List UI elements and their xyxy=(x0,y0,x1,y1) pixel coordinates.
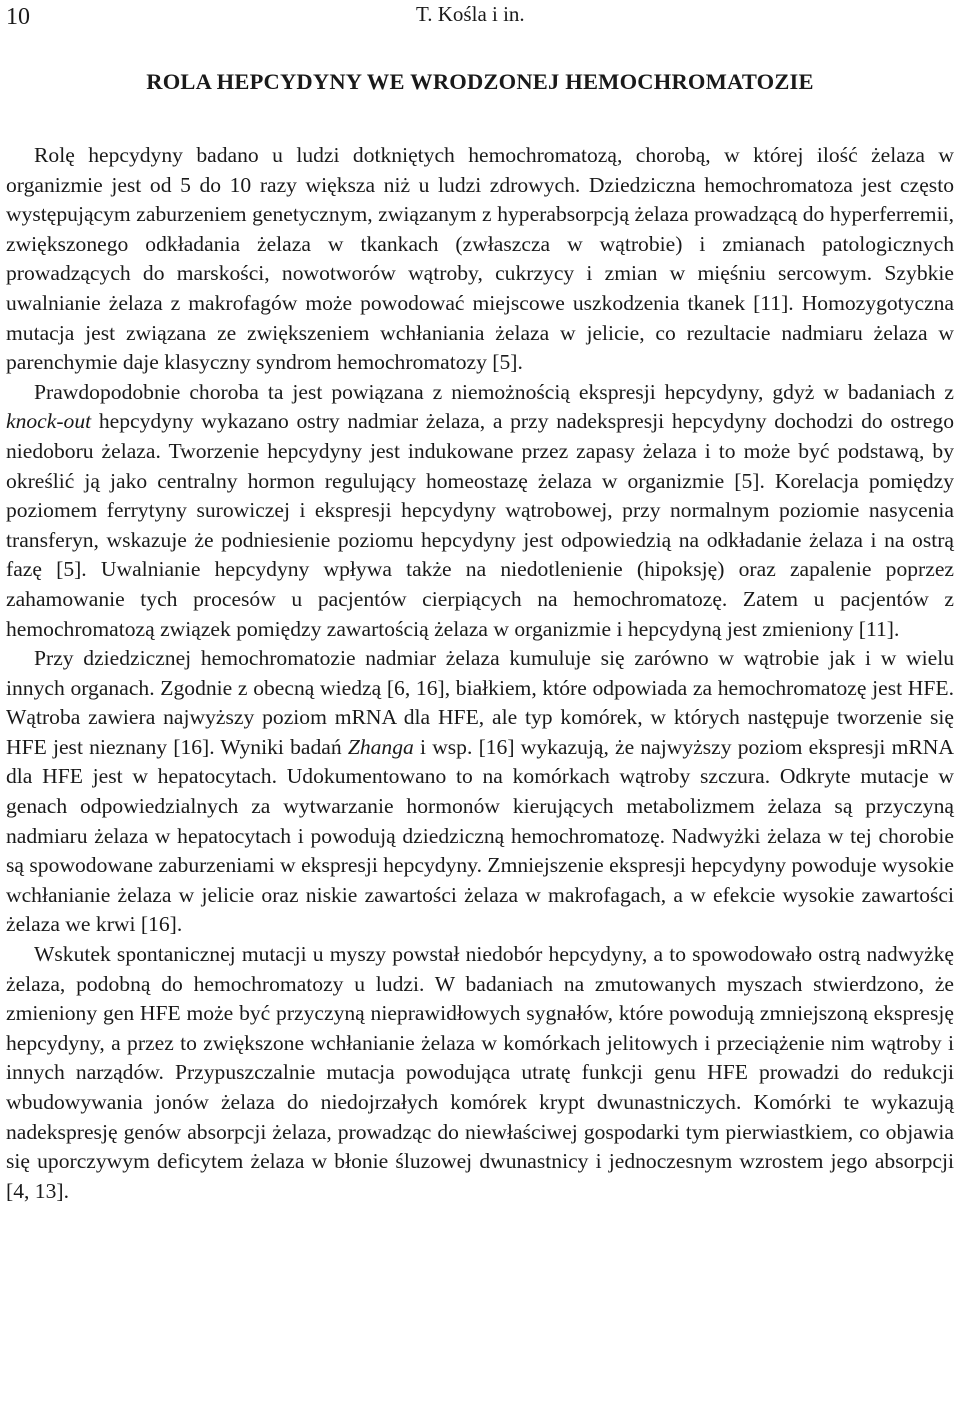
paragraph-1-text: Rolę hepcydyny badano u ludzi dotkniętych hemochromatozą, chorobą, w której ilość żelaza w organizmie jest od 5 do 10 razy większa niż u ludzi zdrowych. Dziedziczna hemochromatoza jest często występującym zaburzeniem genetycznym, związanym z hyperabsorpcją żelaza prowadzącą do hyperferremii, zwiększonego odkładania żelaza w tkankach (zwłaszcza w wątrobie) i zmianach patologicznych prowadzących do marskości, nowotworów wątroby, cukrzycy i zmian w mięśniu sercowym. Szybkie uwalnianie żelaza z makrofagów może powodować miejscowe uszkodzenia tkanek [11]. Homozygotyczna mutacja jest związana ze zwiększeniem wchłaniania żelaza w jelicie, co rezultacie nadmiaru żelaza w parenchymie daje klasyczny syndrom hemochromatozy [5]. xyxy=(6,143,954,375)
paragraph-2-text-b: hepcydyny wykazano ostry nadmiar żelaza, a przy nadekspresji hepcydyny dochodzi do ostrego niedoboru żelaza. Tworzenie hepcydyny jest indukowane przez zapasy żelaza i to może być podstawą, by określić ją jako centralny hormon regulujący homeostazę żelaza w organizmie [5]. Korelacja pomiędzy poziomem ferrytyny surowiczej i ekspresji hepcydyny wątrobowej, przy normalnym poziomie nasycenia transferyn, wskazuje że podniesienie poziomu hepcydyny jest odpowiedzią na odkładanie żelaza i na ostrą fazę [5]. Uwalnianie hepcydyny wpływa także na niedotlenienie (hipoksję) oraz zapalenie poprzez zahamowanie tych procesów u pacjentów cierpiących na hemochromatozę. Zatem u pacjentów z hemochromatozą związek pomiędzy zawartością żelaza w organizmie i hepcydyną jest zmieniony [11]. xyxy=(6,409,954,641)
paragraph-3 xyxy=(6,644,954,940)
paragraph-3-text-a: Przy dziedzicznej hemochromatozie nadmiar żelaza kumuluje się zarówno w wątrobie jak i w wielu innych organach. Zgodnie z obecną wiedzą [6, 16], białkiem, które odpowiada za hemochromatozę jest HFE. Wątroba zawiera najwyższy poziom mRNA dla HFE, ale typ komórek, w których następuje tworzenie się HFE jest nieznany [16]. Wyniki badań xyxy=(6,646,954,759)
page xyxy=(6,0,954,1206)
page-number: 10 xyxy=(6,4,30,30)
paragraph-4-text: Wskutek spontanicznej mutacji u myszy powstał niedobór hepcydyny, a to spowodowało ostrą nadwyżkę żelaza, podobną do hemochromatozy u ludzi. W badaniach na zmutowanych myszach stwierdzono, że zmieniony gen HFE może być przyczyną nieprawidłowych sygnałów, które powodują zmniejszoną ekspresję hepcydyny, a przez to zwiększone wchłanianie żelaza w komórkach jelitowych i przeciążenie nim wątroby i innych narządów. Przypuszczalnie mutacja powodująca utratę funkcji genu HFE prowadzi do redukcji wbudowywania jonów żelaza do niedojrzałych komórek krypt dwunastniczych. Komórki te wykazują nadekspresję genów absorpcji żelaza, prowadząc do niewłaściwej gospodarki tym pierwiastkiem, co objawia się uporczywym deficytem żelaza w błonie śluzowej dwunastnicy i jednoczesnym wzrostem jego absorpcji [4, 13]. xyxy=(6,942,954,1203)
section-title: ROLA HEPCYDYNY WE WRODZONEJ HEMOCHROMATOZIE xyxy=(146,69,814,94)
paragraph-2 xyxy=(6,378,954,644)
author-name-zhanga: Zhanga xyxy=(347,734,414,759)
paragraph-3-text-b: i wsp. [16] wykazują, że najwyższy poziom ekspresji mRNA dla HFE jest w hepatocytach. Udokumentowano to na komórkach wątroby szczura. Odkryte mutacje w genach odpowiedzialnych za wytwarzanie hormonów kierujących metabolizmem żelaza są przyczyną nadmiaru żelaza w hepatocytach i powodują dziedziczną hemochromatozę. Nadwyżki żelaza w tej chorobie są spowodowane zaburzeniami w ekspresji hepcydyny. Zmniejszenie ekspresji hepcydyny powoduje wysokie wchłanianie żelaza w jelicie oraz niskie zawartości żelaza w makrofagach, a w efekcie wysokie zawartości żelaza we krwi [16]. xyxy=(6,734,954,937)
paragraph-1 xyxy=(6,141,954,378)
paragraph-2-text-a: Prawdopodobnie choroba ta jest powiązana z niemożnością ekspresji hepcydyny, gdyż w badaniach z xyxy=(34,379,954,404)
body-text xyxy=(6,141,954,1206)
running-title: T. Kośla i in. xyxy=(416,2,525,26)
running-head xyxy=(6,0,954,40)
knock-out-term: knock-out xyxy=(6,409,92,434)
paragraph-4 xyxy=(6,940,954,1206)
